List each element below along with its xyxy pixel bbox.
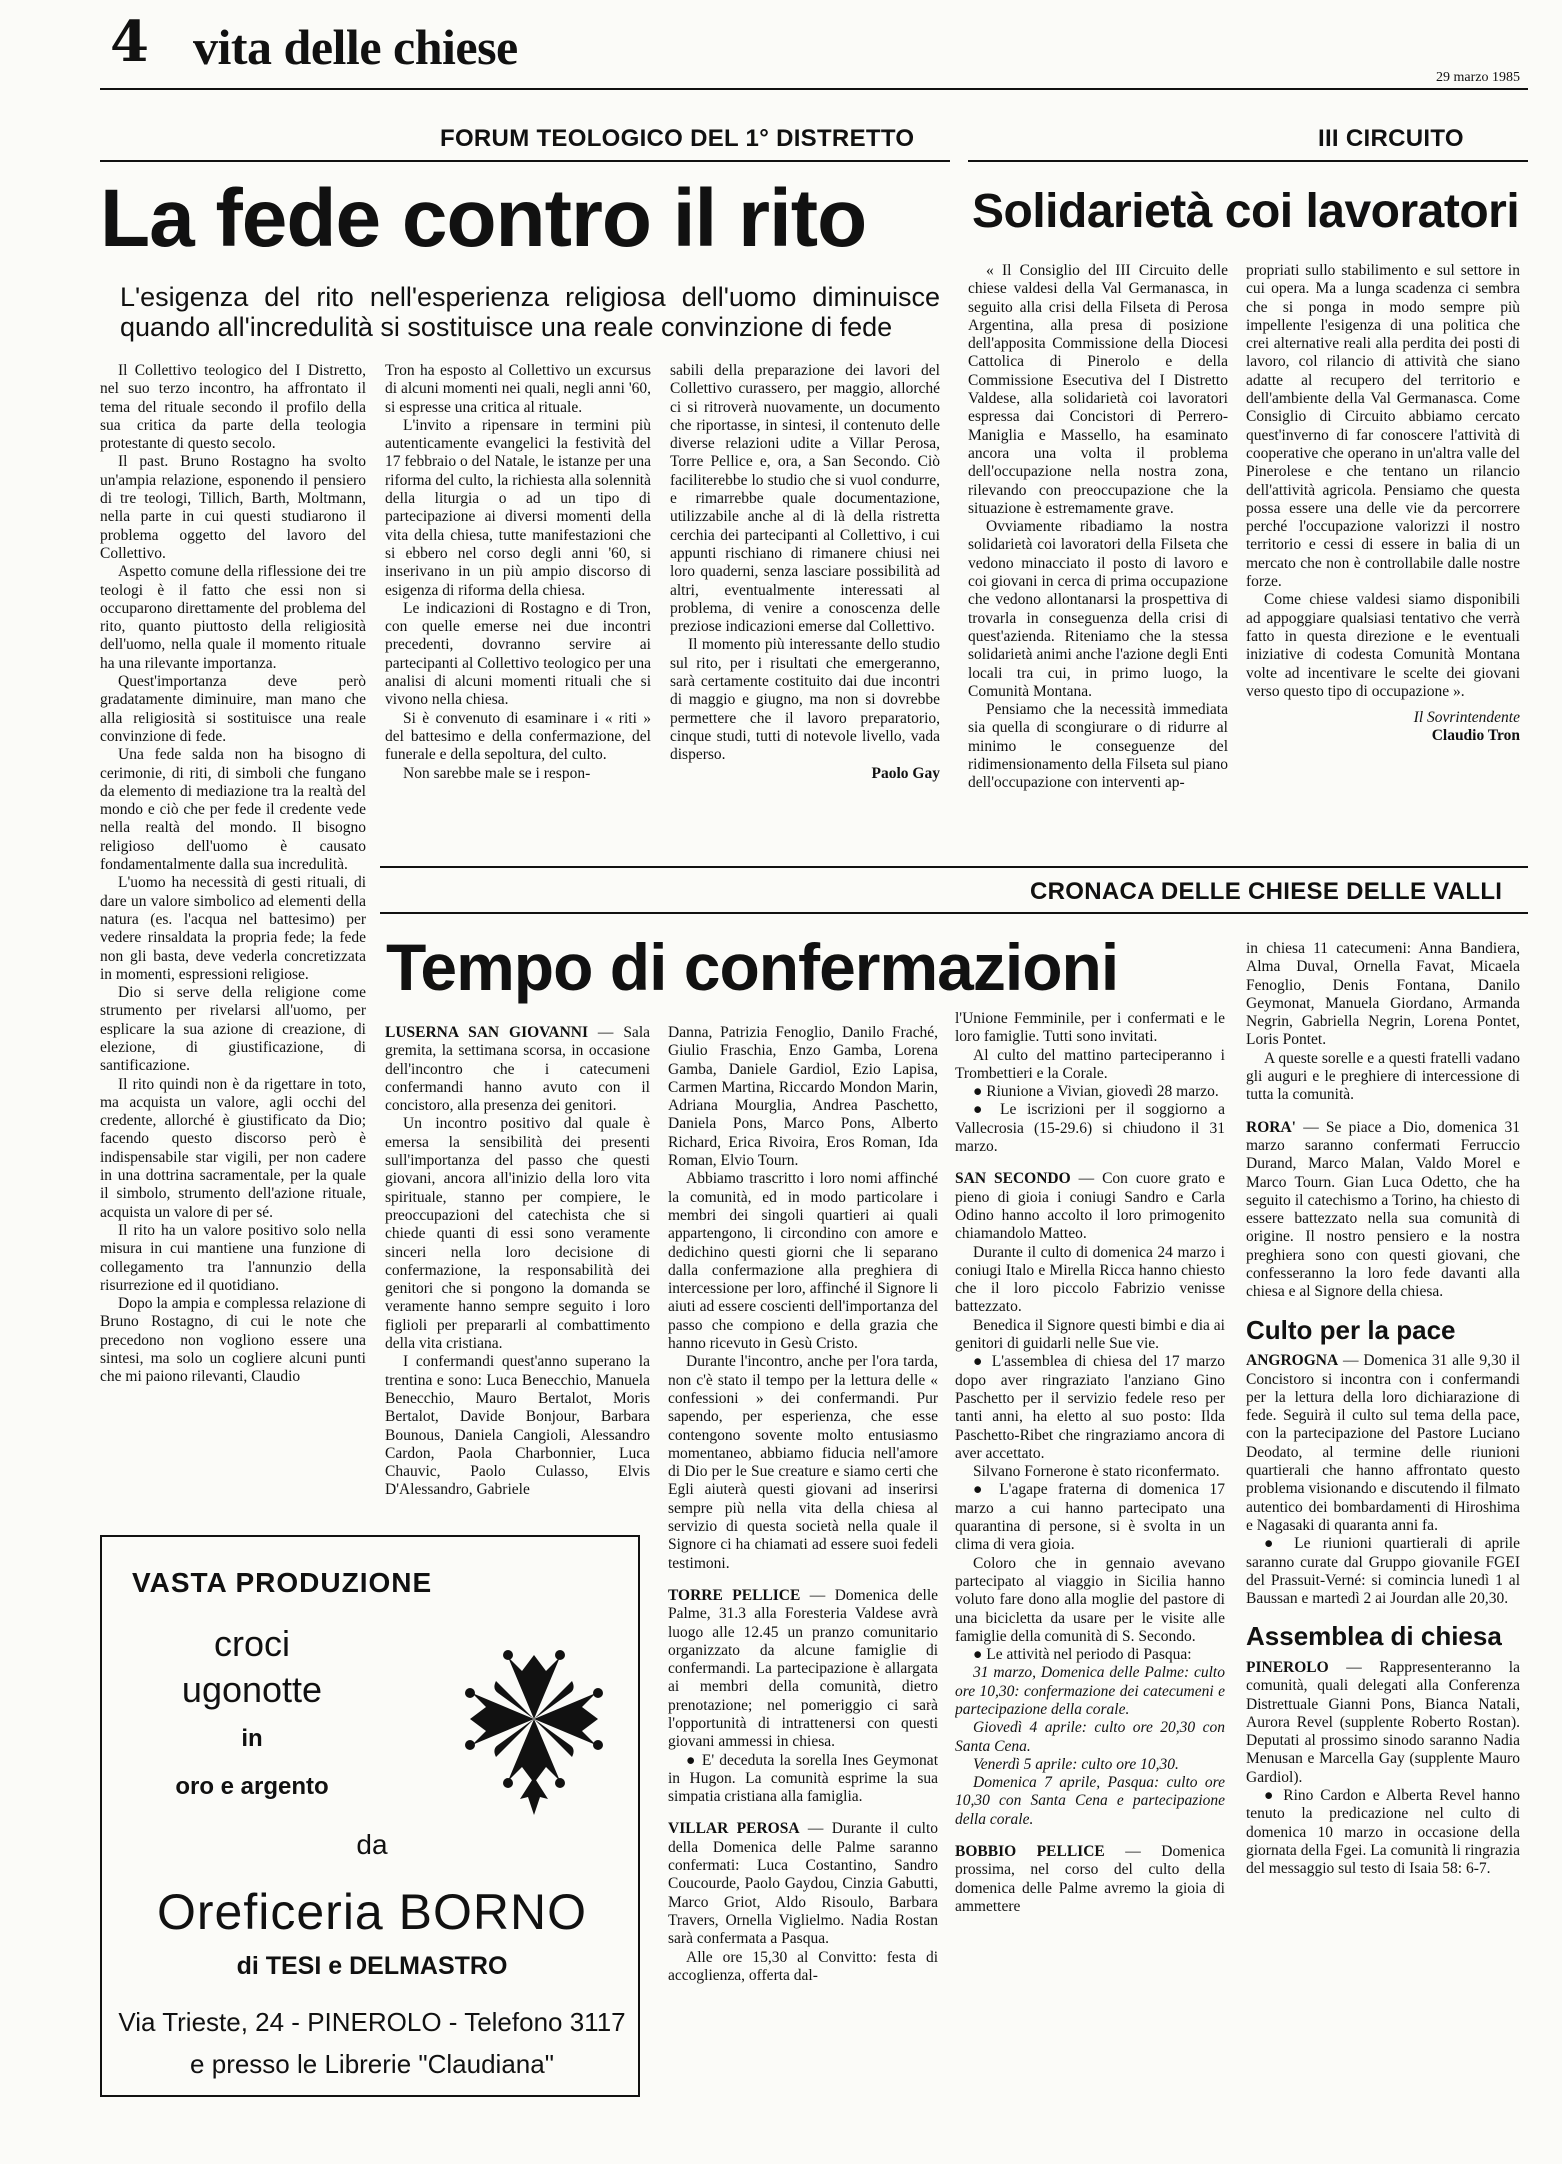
paragraph: ● L'agape fraterna di domenica 17 marzo a cui hanno partecipato una quarantina di persone, si è svolta in un clima di vera gioia.	[955, 1481, 1225, 1554]
paragraph: Coloro che in gennaio avevano partecipato al viaggio in Sicilia hanno voluto fare dono alla moglie del pastore di una bicicletta da usare per le visite alle famiglie della comunità di S. Secondo.	[955, 1554, 1225, 1645]
dateline: TORRE PELLICE	[668, 1586, 801, 1604]
paragraph: L'invito a ripensare in termini più autenticamente evangelici la festività del 17 febbraio o del Natale, le istanze per una riforma del culto, la richiesta alla solennità della liturgia o ad un tipo di partecipazione ai diversi momenti della vita della chiesa, tutte manifestazioni che si ebbero nel corso degli anni '60, si inserivano in un più ampio discorso di esigenza di riforma della chiesa.	[385, 416, 651, 599]
forum-kicker: FORUM TEOLOGICO DEL 1° DISTRETTO	[440, 125, 915, 152]
paragraph: Giovedì 4 aprile: culto ore 20,30 con Santa Cena.	[955, 1719, 1225, 1755]
paragraph: Una fede salda non ha bisogno di cerimonie, di riti, di simboli che fungano da elemento di mediazione tra la realtà del mondo e ciò che per fede il credente vede nella realtà del mondo. Il bisogno religioso dell'uomo è causato fondamentalmente dalla sua incredulità.	[100, 746, 366, 874]
paragraph: ● Le riunioni quartierali di aprile saranno curate dal Gruppo giovanile FGEI del Prassuit-Verné: si comincia lunedì 1 al Baussan e martedì 2 ai Jourdan alle 20,30.	[1246, 1535, 1520, 1608]
huguenot-cross-icon	[464, 1649, 604, 1817]
paragraph: propriati sullo stabilimento e sul settore in cui opera. Ma a lunga scadenza ci sembra che si ponga in modo sempre più impellente l'esigenza di una politica che crei alternative reali alla perdita dei posti di lavoro, col rilancio di attività che siano adatte al recupero del territorio e dell'ambiente della Val Germanasca. Come Consiglio di Circuito abbiamo cercato quest'inverno di far conoscere l'attività di cooperative che operano in un'altra valle del Pinerolese e che tentano un rilancio dell'attività agricola. Pensiamo che questa possa essere una delle vie da percorrere perché l'occupazione valorizzi il nostro territorio e cessi di essere in balia di un mercato che non è controllabile dalle nostre forze.	[1246, 262, 1520, 591]
dateline: LUSERNA SAN GIOVANNI	[385, 1024, 588, 1041]
paragraph: LUSERNA SAN GIOVANNI — Sala gremita, la settimana scorsa, in occasione dell'incontro che i catecumeni confermandi hanno avuto con il concistoro, alla presenza dei genitori.	[385, 1024, 650, 1115]
paragraph: Aspetto comune della riflessione dei tre teologi è il fatto che essi non si occuparono direttamente del problema del rito, quanto piuttosto della religiosità dell'uomo, nella quale il momento rituale ha una rilevante importanza.	[100, 563, 366, 672]
paragraph: l'Unione Femminile, per i confermati e le loro famiglie. Tutti sono invitati.	[955, 1010, 1225, 1046]
dateline: BOBBIO PELLICE	[955, 1843, 1105, 1861]
paragraph: A queste sorelle e a questi fratelli vadano gli auguri e le preghiere di intercessione di tutta la comunità.	[1246, 1049, 1520, 1104]
paragraph: Le indicazioni di Rostagno e di Tron, con quelle emerse nei due incontri precedenti, dovranno servire ai partecipanti al Collettivo teologico per una analisi di alcuni momenti rituali che si vivono nella chiesa.	[385, 599, 651, 709]
forum-deck: L'esigenza del rito nell'esperienza religiosa dell'uomo diminuisce quando all'incredulità si sostituisce una reale convinzione di fede	[120, 282, 940, 343]
paragraph: Non sarebbe male se i respon-	[403, 764, 591, 782]
paragraph: Un incontro positivo dal quale è emersa la sensibilità dei presenti sull'importanza del passo che questi giovani, ancora all'inizio della loro vita spirituale, stanno per compiere, le preoccupazioni del catechista che si chiede quanti di essi sono veramente sinceri nella loro decisione di confermazione, la responsabilità dei genitori che si pongono la domanda se veramente hanno sempre seguito i loro figlioli per prepararli al combattimento della vita cristiana.	[385, 1115, 650, 1353]
paragraph: I confermandi quest'anno superano la trentina e sono: Luca Benecchio, Manuela Benecchio, Mauro Bertalot, Moris Bertalot, Davide Bonjour, Barbara Bounous, Daniela Cangioli, Alessandro Cardon, Paola Charbonnier, Luca Chauvic, Paolo Culasso, Elvis D'Alessandro, Gabriele	[385, 1353, 650, 1499]
cronaca-column-3	[955, 1010, 1225, 2100]
cronaca-top-rule	[380, 866, 1528, 868]
paragraph: Danna, Patrizia Fenoglio, Danilo Fraché, Giulio Fraschia, Enzo Gamba, Lorena Gamba, Daniele Gardiol, Ezio Lapisa, Carmen Martina, Riccardo Mondon Marin, Adriana Mourglia, Andrea Paschetto, Daniela Pons, Marco Pons, Alberto Richard, Erica Rivoira, Eros Roman, Ida Roman, Elvio Tourn.	[668, 1024, 938, 1170]
paragraph: Il rito quindi non è da rigettare in toto, ma acquista un valore, agli occhi del credente, allorché è giustificato da Dio; facendo questo discorso però è indispensabile star vigili, per non cadere in una dottrina sacramentale, per la quale il simbolo, strumento dell'azione rituale, acquista un valore di per sé.	[100, 1075, 366, 1221]
dateline: VILLAR PEROSA	[668, 1820, 800, 1838]
cronaca-column-1	[385, 1024, 650, 1519]
paragraph: ● Riunione a Vivian, giovedì 28 marzo.	[973, 1083, 1219, 1101]
paragraph: Domenica 7 aprile, Pasqua: culto ore 10,30 con Santa Cena e partecipazione della corale.	[955, 1774, 1225, 1828]
circuito-column-2	[1246, 262, 1520, 847]
ad-line: oro e argento	[175, 1773, 329, 1800]
forum-column-1	[100, 362, 366, 1510]
circuito-signature-name: Claudio Tron	[1431, 727, 1520, 745]
paragraph: Durante l'incontro, anche per l'ora tarda, non c'è stato il tempo per la lettura delle « confessioni » dei confermandi. Pur sapendo, per esperienza, che esse contengono sovente molto entusiasmo momentaneo, abbiamo fiducia nell'amore di Dio per le Sue creature e siamo certi che Egli aiuterà questi giovani ad inserirsi sempre più nella vita della chiesa al servizio di questa società nella quale il Signore ci ha chiamati ad essere suoi fedeli testimoni.	[668, 1353, 938, 1572]
forum-kicker-rule	[100, 160, 950, 162]
circuito-headline: Solidarietà coi lavoratori	[972, 185, 1520, 238]
paragraph: RORA' — Se piace a Dio, domenica 31 marzo saranno confermati Ferruccio Durand, Marco Malan, Valdo Morel e Marco Tourn. Gian Luca Odetto, che ha seguito il catechismo a Torino, ha chiesto di essere battezzato nella sua comunità di origine. Il nostro pensiero e la nostra preghiera sono con questi giovani, che confesseranno la loro fede davanti alla chiesa e al Signore della chiesa.	[1246, 1118, 1520, 1301]
paragraph: ● E' deceduta la sorella Ines Geymonat in Hugon. La comunità esprime la sua simpatia cristiana alla famiglia.	[668, 1751, 938, 1806]
ad-line: ugonotte	[181, 1669, 323, 1710]
forum-signature: Paolo Gay	[871, 764, 940, 782]
paragraph: 31 marzo, Domenica delle Palme: culto ore 10,30: confermazione dei catecumeni e partecipazione della corale.	[955, 1664, 1225, 1718]
paragraph: ● Rino Cardon e Alberta Revel hanno tenuto la predicazione nel culto di domenica 10 marzo in occasione della giornata della Fgei. La comunità li ringrazia del messaggio sul testo di Isaia 58: 6-7.	[1246, 1787, 1520, 1878]
dateline: SAN SECONDO	[955, 1170, 1071, 1188]
section-title: vita delle chiese	[193, 19, 518, 75]
paragraph: Dopo la ampia e complessa relazione di Bruno Rostagno, di cui le note che precedono non vogliono essere una sintesi, ma solo un cogliere alcuni punti che mi paiono rilevanti, Claudio	[100, 1295, 366, 1386]
forum-column-3	[670, 362, 940, 842]
paragraph: Tron ha esposto al Collettivo un excursus di alcuni momenti nei quali, negli anni '60, si espresse una critica al rituale.	[385, 362, 651, 416]
ad-line: in	[241, 1725, 263, 1752]
paragraph: Pensiamo che la necessità immediata sia quella di scongiurare o di ridurre al minimo le conseguenze del ridimensionamento della Filseta sul piano dell'occupazione con interventi ap-	[968, 701, 1228, 792]
circuito-kicker: III CIRCUITO	[1318, 125, 1464, 152]
paragraph: ● L'assemblea di chiesa del 17 marzo dopo aver ringraziato l'anziano Gino Paschetto per il servizio fedele reso per tanti anni, ha eletto al suo posto: Ilda Paschetto-Ribet che ringraziamo ancora di aver accettato.	[955, 1353, 1225, 1462]
circuito-kicker-rule	[968, 160, 1528, 162]
pace-heading: Culto per la pace	[1246, 1314, 1456, 1345]
issue-date: 29 marzo 1985	[1436, 70, 1520, 85]
ad-line: di TESI e DELMASTRO	[236, 1952, 508, 1980]
paragraph: TORRE PELLICE — Domenica delle Palme, 31.3 alla Foresteria Valdese avrà luogo alle 12.45 un pranzo comunitario organizzato da alcune famiglie di confermandi. La partecipazione è allargata ai membri della comunità, dietro prenotazione; nel pomeriggio ci sarà l'opportunità di intrattenersi con questi giovani ammessi in chiesa.	[668, 1586, 938, 1751]
paragraph: L'uomo ha necessità di gesti rituali, di dare un valore simbolico ad elementi della natura (es. l'acqua nel battesimo) per vedere rinsaldata la propria fede; la fede non gli basta, deve vederla concretizzata in momenti, espressioni religiose.	[100, 874, 366, 983]
cronaca-column-4	[1246, 940, 1520, 2100]
paragraph: in chiesa 11 catecumeni: Anna Bandiera, Alma Duval, Ornella Favat, Micaela Fenoglio, Denis Fontana, Danilo Geymonat, Manuela Giordano, Armanda Negrin, Gabriella Negrin, Lorena Pontet, Loris Pontet.	[1246, 940, 1520, 1049]
paragraph: Al culto del mattino parteciperanno i Trombettieri e la Corale.	[955, 1046, 1225, 1082]
paragraph: ANGROGNA — Domenica 31 alle 9,30 il Concistoro si incontra con i confermandi per la lettura della loro dichiarazione di fede. Seguirà il culto sul tema della pace, con la partecipazione del Pastore Luciano Deodato, al termine delle riunioni quartierali che hanno affrontato questo problema visionando e discutendo il filmato autentico dei bombardamenti di Hiroshima e Nagasaki di quaranta anni fa.	[1246, 1352, 1520, 1534]
paragraph: Durante il culto di domenica 24 marzo i coniugi Italo e Mirella Ricca hanno chiesto che il loro piccolo Fabrizio venisse battezzato.	[955, 1243, 1225, 1316]
dateline: RORA'	[1246, 1118, 1296, 1136]
paragraph: Silvano Fornerone è stato riconfermato.	[973, 1463, 1220, 1481]
paragraph: Venerdì 5 aprile: culto ore 10,30.	[973, 1755, 1179, 1773]
dateline: PINEROLO	[1246, 1658, 1329, 1676]
ad-line: da	[356, 1829, 388, 1860]
paragraph: « Il Consiglio del III Circuito delle chiese valdesi della Val Germanasca, in seguito alla crisi della Filseta di Perosa Argentina, alla presa di posizione dell'apposita Commissione della Diocesi Cattolica di Pinerolo e della Commissione Esecutiva del I Distretto Valdese, alla solidarietà coi lavoratori espressa dai Concistori di Perrero-Maniglia e Massello, ha esaminato ancora una volta il problema dell'occupazione nella nostra zona, rilevando con preoccupazione che la situazione è estremamente grave.	[968, 262, 1228, 517]
paragraph: Il rito ha un valore positivo solo nella misura in cui mantiene una funzione di collegamento tra l'annunzio della risurrezione ed il quotidiano.	[100, 1221, 366, 1294]
circuito-column-1	[968, 262, 1228, 847]
paragraph: ● Le iscrizioni per il soggiorno a Vallecrosia (15-29.6) si chiudono il 31 marzo.	[955, 1101, 1225, 1156]
ad-shop-name: Oreficeria BORNO	[157, 1884, 587, 1940]
assemblea-heading: Assemblea di chiesa	[1246, 1621, 1502, 1652]
paragraph: VILLAR PEROSA — Durante il culto della Domenica delle Palme saranno confermati: Luca Costantino, Sandro Coucourde, Paolo Gaydou, Cinzia Gabutti, Marco Griot, Aldo Risoulo, Barbara Travers, Ornella Viglielmo. Nadia Rostan sarà confermata a Pasqua.	[668, 1820, 938, 1948]
cronaca-headline: Tempo di confermazioni	[386, 930, 1119, 1004]
paragraph: ● Le attività nel periodo di Pasqua:	[973, 1646, 1192, 1664]
cronaca-column-2	[668, 1024, 938, 2100]
paragraph: Alle ore 15,30 al Convitto: festa di accoglienza, offerta dal-	[668, 1948, 938, 1984]
cronaca-kicker-rule	[380, 912, 1528, 914]
paragraph: Il Collettivo teologico del I Distretto, nel suo terzo incontro, ha affrontato il tema del rituale secondo il profilo della sua critica da parte della teologia protestante di questo secolo.	[100, 362, 366, 453]
paragraph: Ovviamente ribadiamo la nostra solidarietà coi lavoratori della Filseta che vedono minacciato il posto di lavoro e coi giovani in cerca di prima occupazione che vedono allontanarsi la prospettiva di trovarla in conseguenza della crisi di quest'azienda. Riteniamo che la stessa solidarietà animi anche l'azione degli Enti locali tra cui, in primo luogo, la Comunità Montana.	[968, 518, 1228, 700]
paragraph: Dio si serve della religione come strumento per rivelarsi all'uomo, per esplicare la sua azione di creazione, di elezione, di giustificazione, di santificazione.	[100, 984, 366, 1075]
paragraph: Si è convenuto di esaminare i « riti » del battesimo e della confermazione, del funerale e della sepoltura, del culto.	[385, 709, 651, 764]
ad-line: e presso le Librerie "Claudiana"	[190, 2049, 554, 2079]
ad-address: Via Trieste, 24 - PINEROLO - Telefono 3117	[118, 2007, 626, 2037]
paragraph: Come chiese valdesi siamo disponibili ad appoggiare qualsiasi tentativo che verrà fatto in questa direzione e le eventuali iniziative di codesta Comunità Montana volte ad incentivare le scelte dei giovani verso questo tipo di occupazione ».	[1246, 591, 1520, 700]
paragraph: BOBBIO PELLICE — Domenica prossima, nel corso del culto della domenica delle Palme avremo la gioia di ammettere	[955, 1843, 1225, 1915]
advertisement	[100, 1535, 640, 2097]
paragraph: Abbiamo trascritto i loro nomi affinché la comunità, ed in modo particolare i membri dei singoli quartieri ai quali appartengono, li circondino con amore e dedichino questi giorni che li separano dalla confermazione alla preghiera di intercessione per loro, affinché il Signore li aiuti ad essere coscienti dell'importanza del passo che compiono e della grazia che hanno ricevuto in Gesù Cristo.	[668, 1170, 938, 1353]
paragraph: Quest'importanza deve però gradatamente diminuire, man mano che alla religiosità si sostituisce una reale convinzione di fede.	[100, 673, 366, 745]
circuito-signature-role: Il Sovrintendente	[1413, 709, 1520, 727]
paragraph: SAN SECONDO — Con cuore grato e pieno di gioia i coniugi Sandro e Carla Odino hanno accolto il loro primogenito chiamandolo Matteo.	[955, 1170, 1225, 1243]
paragraph: sabili della preparazione dei lavori del Collettivo curassero, per maggio, allorché ci si ritroverà nuovamente, un documento che riportasse, in sintesi, il contenuto delle diverse relazioni udite a Villar Perosa, Torre Pellice e, ora, a San Secondo. Ciò faciliterebbe lo studio che si vuol condurre, e rimarrebbe quale documentazione, utilizzabile anche al di là della ristretta cerchia dei partecipanti al Collettivo, i cui appunti rischiano di rimanere chiusi nei loro quaderni, senza lasciare possibilità ad altri, eventualmente interessati al problema, di venire a conoscenza delle preziose indicazioni emerse dal Collettivo.	[670, 362, 940, 636]
cronaca-kicker: CRONACA DELLE CHIESE DELLE VALLI	[1030, 878, 1503, 905]
paragraph: Il momento più interessante dello studio sul rito, per i risultati che emergeranno, sarà certamente costituito dai due incontri di maggio e giugno, ma non si dovrebbe permettere che il lavoro preparatorio, cinque studi, tutti di notevole livello, vada disperso.	[670, 636, 940, 764]
paragraph: Il past. Bruno Rostagno ha svolto un'ampia relazione, esponendo il pensiero di tre teologi, Tillich, Barth, Moltmann, nella parte in cui questi studiarono il problema oggetto del lavoro del Collettivo.	[100, 453, 366, 562]
forum-column-2	[385, 362, 651, 832]
dateline: ANGROGNA	[1246, 1352, 1339, 1370]
masthead-rule	[100, 88, 1528, 90]
forum-headline: La fede contro il rito	[100, 173, 867, 264]
paragraph: Benedica il Signore questi bimbi e dia ai genitori di guidarli nelle Sue vie.	[955, 1316, 1225, 1353]
page-number: 4	[110, 9, 149, 75]
paragraph: PINEROLO — Rappresenteranno la comunità, quali delegati alla Conferenza Distrettuale Gianni Pons, Bianca Natali, Aurora Revel (supplente Roberto Rostan). Deputati al prossimo sinodo saranno Nadia Menusan e Marcella Gay (supplente Mauro Gardiol).	[1246, 1658, 1520, 1786]
ad-line: VASTA PRODUZIONE	[132, 1567, 433, 1598]
ad-line: croci	[213, 1623, 290, 1664]
